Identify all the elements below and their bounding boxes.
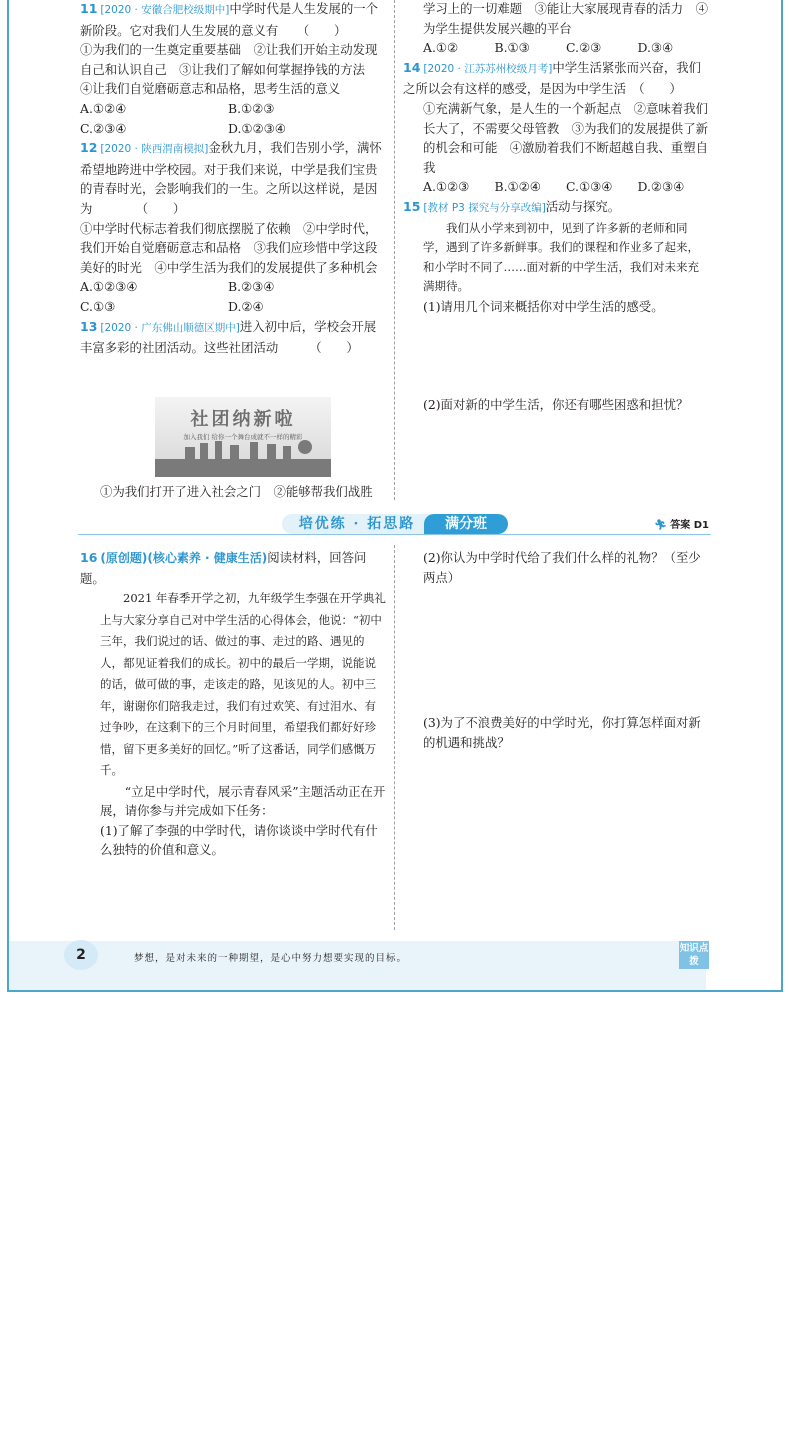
q13-items-continued: 学习上的一切难题 ③能让大家展现青春的活力 ④为学生提供发展兴趣的平台 (423, 1, 708, 36)
option-c[interactable]: C.②③④ (80, 120, 127, 136)
image-subtitle: 加入我们 给你一个舞台成就不一样的精彩 (183, 433, 303, 441)
question-number: 11 (80, 1, 98, 16)
page-number: 2 (64, 940, 98, 970)
question-items: ①为我们打开了进入社会之门 ②能够帮我们战胜 (100, 484, 373, 499)
runner-icon: 🏃︎ (654, 520, 667, 531)
option-a[interactable]: A.①② (423, 40, 459, 56)
option-d[interactable]: D.②③④ (637, 179, 685, 195)
sub-question-2: (2)你认为中学时代给了我们什么样的礼物？（至少两点） (423, 550, 701, 585)
banner-rule (78, 534, 711, 535)
sub-question-1: (1)请用几个词来概括你对中学生活的感受。 (423, 298, 664, 314)
question-options (80, 99, 386, 138)
option-b[interactable]: B.①②③ (228, 100, 275, 116)
question-items: ①为我们的一生奠定重要基础 ②让我们开始主动发现自己和认识自己 ③让我们了解如何掌握挣钱的方法 ④让我们自觉磨砺意志和品格，思考生活的意义 (80, 42, 378, 97)
question-options (80, 277, 386, 316)
question-number: 13 (80, 318, 98, 334)
option-c[interactable]: C.②③ (566, 40, 602, 56)
option-d[interactable]: D.③④ (637, 40, 674, 56)
reading-passage: 2021 年春季开学之初，九年级学生李强在开学典礼上与大家分享自己对中学生活的心得体会，他说：“初中三年，我们说过的话、做过的事、走过的路、遇见的人，都见证着我们的成长。初中的最后一学期，说能说的话，做可做的事，走该走的路，见该见的人。初中三年，谢谢你们陪我走过，我们有过欢笑、有过泪水、有过争吵，在这剩下的三个月时间里，希望我们都好好珍惜，留下更多美好的回忆。”听了这番话，同学们感慨万千。 (100, 591, 386, 778)
knowledge-tip-badge: 知识点拨 (679, 943, 709, 967)
question-options (403, 177, 709, 197)
q16-sub2-block (423, 548, 713, 587)
banner-level: 满分班 (424, 514, 508, 534)
question-12 (80, 138, 386, 316)
footer-band (9, 941, 706, 990)
option-b[interactable]: B.②③④ (228, 279, 275, 295)
option-a[interactable]: A.①②④ (80, 100, 127, 116)
question-number: 15 (403, 198, 421, 214)
reading-passage: 我们从小学来到初中，见到了许多新的老师和同学，遇到了许多新鲜事。我们的课程和作业多了起来，和小学时不同了……面对新的中学生活，我们对未来充满期待。 (423, 220, 699, 294)
question-tags: (原创题)(核心素养 · 健康生活) (100, 551, 268, 565)
column-divider-top (394, 0, 395, 500)
people-silhouette-icon (155, 397, 331, 477)
question-16 (80, 548, 386, 860)
option-a[interactable]: A.①②③ (423, 179, 470, 195)
club-recruitment-image (155, 397, 331, 477)
footer-motto: 梦想，是对未来的一种期望，是心中努力想要实现的目标。 (134, 953, 408, 964)
section-banner (78, 514, 711, 536)
question-14 (403, 58, 709, 197)
question-source: [2020 · 广东佛山顺德区期中] (100, 321, 240, 334)
question-items: ①充满新气象，是人生的一个新起点 ②意味着我们长大了，不需要父母管教 ③为我们的发展提供了新的机会和可能 ④激励着我们不断超越自我、重塑自我 (423, 100, 708, 175)
question-13 (80, 317, 386, 358)
question-number: 16 (80, 550, 98, 565)
option-c[interactable]: C.①③ (80, 298, 116, 314)
answer-reference (654, 516, 709, 531)
banner-title: 培优练 · 拓思路 (282, 514, 432, 534)
option-b[interactable]: B.①②④ (494, 179, 541, 195)
task-intro: “立足中学时代，展示青春风采”主题活动正在开展，请你参与并完成如下任务： (100, 783, 386, 819)
sub-question-2: (2)面对新的中学生活，你还有哪些困惑和担忧？ (423, 397, 689, 412)
sub-question-1: (1)了解了李强的中学时代，请你谈谈中学时代有什么独特的价值和意义。 (100, 822, 378, 858)
question-11 (80, 0, 386, 138)
question-stem: 活动与探究。 (545, 198, 621, 214)
question-15 (403, 197, 709, 317)
question-number: 14 (403, 59, 421, 75)
question-stem: 金秋九月，我们告别小学，满怀希望地跨进中学校园。对于我们来说，中学是我们宝贵的青春时光，会影响我们的一生。之所以这样说，是因为 （ ） (80, 140, 382, 216)
left-column-top (80, 0, 386, 358)
answer-text: 答案 D1 (670, 520, 709, 531)
question-stem: 进入初中后，学校会开展丰富多彩的社团活动。这些社团活动 （ ） (80, 318, 377, 356)
q13-items-left (100, 482, 390, 502)
right-column-top (403, 0, 709, 317)
option-d[interactable]: D.②④ (228, 298, 264, 314)
question-source: [教材 P3 探究与分享改编] (423, 201, 546, 214)
question-stem: 中学时代是人生发展的一个新阶段。它对我们人生发展的意义有 （ ） (80, 1, 379, 38)
column-divider-bottom (394, 545, 395, 930)
q16-sub3-block (423, 713, 713, 752)
question-stem: 中学生活紧张而兴奋，我们之所以会有这样的感受，是因为中学生活 （ ） (403, 59, 702, 97)
question-stem: 阅读材料，回答问题。 (80, 550, 367, 586)
q15-sub2-block (423, 395, 713, 415)
option-d[interactable]: D.①②③④ (228, 120, 286, 136)
option-c[interactable]: C.①③④ (566, 179, 613, 195)
question-source: [2020 · 安徽合肥校级期中] (100, 4, 230, 16)
question-source: [2020 · 陕西渭南模拟] (100, 143, 209, 156)
question-options (403, 38, 709, 58)
option-a[interactable]: A.①②③④ (80, 279, 138, 295)
question-number: 12 (80, 140, 98, 156)
question-source: [2020 · 江苏苏州校级月考] (423, 62, 553, 75)
image-title: 社团纳新啦 (190, 409, 296, 430)
sub-question-3: (3)为了不浪费美好的中学时光，你打算怎样面对新的机遇和挑战？ (423, 715, 701, 750)
question-items: ①中学时代标志着我们彻底摆脱了依赖 ②中学时代，我们开始自觉磨砺意志和品格 ③我们应珍惜中学这段美好的时光 ④中学生活为我们的发展提供了多种机会 (80, 220, 378, 275)
option-b[interactable]: B.①③ (494, 40, 530, 56)
